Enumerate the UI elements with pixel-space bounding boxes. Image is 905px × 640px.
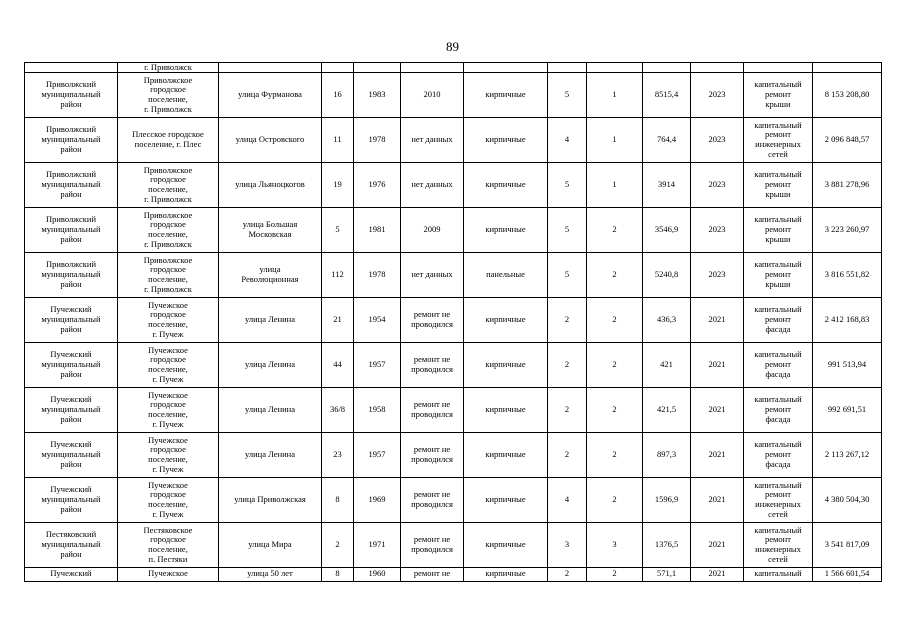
cell-area: 897,3 xyxy=(643,433,691,478)
cell-last-repair: нет данных xyxy=(401,253,464,298)
cell-wall-material: кирпичные xyxy=(464,478,548,523)
cell-entrances: 2 xyxy=(587,343,643,388)
cell-street: улица Ленина xyxy=(219,343,322,388)
cell-work-type: капитальный ремонт фасада xyxy=(744,298,813,343)
cell-house: 11 xyxy=(322,118,354,163)
cell-settlement: Пучежское городское поселение, г. Пучеж xyxy=(118,388,219,433)
cell-wall-material: кирпичные xyxy=(464,343,548,388)
cell-entrances: 2 xyxy=(587,568,643,582)
cell-settlement: Приволжское городское поселение, г. Приволжск xyxy=(118,253,219,298)
cell-entrances: 1 xyxy=(587,118,643,163)
cell-plan-year: 2023 xyxy=(691,163,744,208)
cell-wall-material: кирпичные xyxy=(464,298,548,343)
cell-street: улица Большая Московская xyxy=(219,208,322,253)
cell-cost: 3 881 278,96 xyxy=(813,163,882,208)
cell-year-built: 1958 xyxy=(354,388,401,433)
cell-last-repair: 2010 xyxy=(401,73,464,118)
cell-work-type: капитальный ремонт фасада xyxy=(744,388,813,433)
cell-house: 36/8 xyxy=(322,388,354,433)
cell-house: 21 xyxy=(322,298,354,343)
cell-district: Приволжский муниципальный район xyxy=(25,208,118,253)
cell-wall-material: кирпичные xyxy=(464,568,548,582)
cell-last-repair: ремонт не проводился xyxy=(401,478,464,523)
cell-area: 3546,9 xyxy=(643,208,691,253)
cell-work-type: капитальный xyxy=(744,568,813,582)
cell-floors: 5 xyxy=(548,73,587,118)
cell-work-type: капитальный ремонт фасада xyxy=(744,343,813,388)
cell-house: 8 xyxy=(322,478,354,523)
cell-wall-material: кирпичные xyxy=(464,208,548,253)
cell-cost: 991 513,94 xyxy=(813,343,882,388)
cell-floors: 4 xyxy=(548,478,587,523)
cell-last-repair: ремонт не проводился xyxy=(401,343,464,388)
cell-year-built: 1969 xyxy=(354,478,401,523)
cell-floors: 2 xyxy=(548,388,587,433)
cell-entrances: 2 xyxy=(587,298,643,343)
table-row xyxy=(25,208,882,253)
cell-house: 19 xyxy=(322,163,354,208)
cell-area: 5240,8 xyxy=(643,253,691,298)
cell-year-built: 1960 xyxy=(354,568,401,582)
cell-cost xyxy=(813,63,882,73)
cell-floors: 5 xyxy=(548,253,587,298)
cell-street: улица 50 лет xyxy=(219,568,322,582)
cell-area: 421,5 xyxy=(643,388,691,433)
cell-last-repair: нет данных xyxy=(401,118,464,163)
cell-work-type: капитальный ремонт инженерных сетей xyxy=(744,523,813,568)
cell-cost: 2 113 267,12 xyxy=(813,433,882,478)
cell-cost: 992 691,51 xyxy=(813,388,882,433)
cell-area: 436,3 xyxy=(643,298,691,343)
cell-plan-year: 2021 xyxy=(691,433,744,478)
cell-year-built: 1976 xyxy=(354,163,401,208)
cell-district: Пестяковский муниципальный район xyxy=(25,523,118,568)
table-row xyxy=(25,253,882,298)
cell-work-type: капитальный ремонт крыши xyxy=(744,208,813,253)
cell-street: улица Мира xyxy=(219,523,322,568)
cell-work-type: капитальный ремонт крыши xyxy=(744,163,813,208)
cell-settlement: Приволжское городское поселение, г. Приволжск xyxy=(118,73,219,118)
cell-area: 3914 xyxy=(643,163,691,208)
cell-floors: 2 xyxy=(548,298,587,343)
cell-house: 5 xyxy=(322,208,354,253)
cell-area: 571,1 xyxy=(643,568,691,582)
cell-floors xyxy=(548,63,587,73)
cell-street: улица Фурманова xyxy=(219,73,322,118)
cell-floors: 5 xyxy=(548,208,587,253)
cell-floors: 2 xyxy=(548,568,587,582)
cell-year-built xyxy=(354,63,401,73)
cell-work-type xyxy=(744,63,813,73)
cell-house: 23 xyxy=(322,433,354,478)
cell-floors: 5 xyxy=(548,163,587,208)
cell-cost: 3 223 260,97 xyxy=(813,208,882,253)
cell-district: Приволжский муниципальный район xyxy=(25,163,118,208)
cell-year-built: 1957 xyxy=(354,433,401,478)
cell-area xyxy=(643,63,691,73)
cell-entrances: 2 xyxy=(587,208,643,253)
table-row xyxy=(25,73,882,118)
cell-area: 421 xyxy=(643,343,691,388)
cell-settlement: г. Приволжск xyxy=(118,63,219,73)
table-row xyxy=(25,343,882,388)
cell-year-built: 1983 xyxy=(354,73,401,118)
table-row xyxy=(25,298,882,343)
cell-district: Пучежский муниципальный район xyxy=(25,478,118,523)
cell-street: улица Ленина xyxy=(219,298,322,343)
page-number: 89 xyxy=(446,39,459,54)
cell-house: 16 xyxy=(322,73,354,118)
repair-program-table xyxy=(24,62,882,582)
cell-work-type: капитальный ремонт инженерных сетей xyxy=(744,118,813,163)
cell-last-repair: ремонт не проводился xyxy=(401,388,464,433)
cell-entrances: 3 xyxy=(587,523,643,568)
cell-last-repair xyxy=(401,63,464,73)
cell-work-type: капитальный ремонт крыши xyxy=(744,73,813,118)
cell-cost: 2 412 168,83 xyxy=(813,298,882,343)
cell-street: улица Революционная xyxy=(219,253,322,298)
cell-plan-year: 2021 xyxy=(691,478,744,523)
cell-cost: 3 816 551,82 xyxy=(813,253,882,298)
cell-work-type: капитальный ремонт крыши xyxy=(744,253,813,298)
cell-wall-material: кирпичные xyxy=(464,523,548,568)
cell-settlement: Пучежское городское поселение, г. Пучеж xyxy=(118,298,219,343)
table-row xyxy=(25,523,882,568)
cell-district: Приволжский муниципальный район xyxy=(25,118,118,163)
cell-district xyxy=(25,63,118,73)
cell-year-built: 1954 xyxy=(354,298,401,343)
cell-street: улица Ленина xyxy=(219,388,322,433)
cell-district: Пучежский муниципальный район xyxy=(25,298,118,343)
cell-wall-material xyxy=(464,63,548,73)
cell-district: Приволжский муниципальный район xyxy=(25,253,118,298)
cell-house: 112 xyxy=(322,253,354,298)
cell-house: 8 xyxy=(322,568,354,582)
cell-last-repair: ремонт не проводился xyxy=(401,298,464,343)
cell-settlement: Пучежское xyxy=(118,568,219,582)
cell-street: улица Льяноцкогов xyxy=(219,163,322,208)
cell-entrances: 1 xyxy=(587,73,643,118)
cell-work-type: капитальный ремонт фасада xyxy=(744,433,813,478)
cell-last-repair: нет данных xyxy=(401,163,464,208)
cell-plan-year: 2023 xyxy=(691,208,744,253)
table-row xyxy=(25,118,882,163)
cell-area: 8515,4 xyxy=(643,73,691,118)
cell-plan-year: 2021 xyxy=(691,343,744,388)
cell-street xyxy=(219,63,322,73)
cell-district: Пучежский муниципальный район xyxy=(25,343,118,388)
cell-floors: 2 xyxy=(548,433,587,478)
cell-plan-year: 2021 xyxy=(691,523,744,568)
cell-floors: 2 xyxy=(548,343,587,388)
cell-entrances: 2 xyxy=(587,253,643,298)
cell-cost: 4 380 504,30 xyxy=(813,478,882,523)
cell-wall-material: кирпичные xyxy=(464,118,548,163)
cell-settlement: Плесское городское поселение, г. Плес xyxy=(118,118,219,163)
cell-floors: 3 xyxy=(548,523,587,568)
table-row xyxy=(25,163,882,208)
cell-wall-material: кирпичные xyxy=(464,73,548,118)
cell-floors: 4 xyxy=(548,118,587,163)
cell-cost: 8 153 208,80 xyxy=(813,73,882,118)
cell-plan-year: 2023 xyxy=(691,118,744,163)
cell-entrances: 1 xyxy=(587,163,643,208)
table-row-continued xyxy=(25,63,882,73)
cell-street: улица Приволжская xyxy=(219,478,322,523)
cell-settlement: Приволжское городское поселение, г. Приволжск xyxy=(118,163,219,208)
cell-entrances: 2 xyxy=(587,388,643,433)
cell-settlement: Пучежское городское поселение, г. Пучеж xyxy=(118,433,219,478)
cell-district: Пучежский муниципальный район xyxy=(25,433,118,478)
cell-work-type: капитальный ремонт инженерных сетей xyxy=(744,478,813,523)
cell-year-built: 1978 xyxy=(354,253,401,298)
cell-year-built: 1957 xyxy=(354,343,401,388)
cell-last-repair: ремонт не проводился xyxy=(401,523,464,568)
cell-last-repair: 2009 xyxy=(401,208,464,253)
cell-district: Пучежский муниципальный район xyxy=(25,388,118,433)
cell-plan-year: 2023 xyxy=(691,73,744,118)
cell-year-built: 1981 xyxy=(354,208,401,253)
cell-cost: 1 566 601,54 xyxy=(813,568,882,582)
cell-plan-year: 2021 xyxy=(691,388,744,433)
cell-district: Приволжский муниципальный район xyxy=(25,73,118,118)
cell-street: улица Ленина xyxy=(219,433,322,478)
cell-district: Пучежский xyxy=(25,568,118,582)
cell-year-built: 1971 xyxy=(354,523,401,568)
cell-house: 44 xyxy=(322,343,354,388)
cell-area: 1596,9 xyxy=(643,478,691,523)
cell-house xyxy=(322,63,354,73)
cell-wall-material: кирпичные xyxy=(464,388,548,433)
cell-settlement: Пучежское городское поселение, г. Пучеж xyxy=(118,343,219,388)
table-row xyxy=(25,433,882,478)
table-row xyxy=(25,388,882,433)
table-row-partial xyxy=(25,568,882,582)
cell-last-repair: ремонт не проводился xyxy=(401,433,464,478)
cell-wall-material: кирпичные xyxy=(464,163,548,208)
cell-last-repair: ремонт не xyxy=(401,568,464,582)
cell-plan-year xyxy=(691,63,744,73)
cell-street: улица Островского xyxy=(219,118,322,163)
cell-house: 2 xyxy=(322,523,354,568)
cell-entrances xyxy=(587,63,643,73)
cell-cost: 2 096 848,57 xyxy=(813,118,882,163)
cell-settlement: Приволжское городское поселение, г. Приволжск xyxy=(118,208,219,253)
cell-year-built: 1978 xyxy=(354,118,401,163)
table-row xyxy=(25,478,882,523)
cell-wall-material: панельные xyxy=(464,253,548,298)
cell-plan-year: 2023 xyxy=(691,253,744,298)
cell-plan-year: 2021 xyxy=(691,568,744,582)
cell-cost: 3 541 817,09 xyxy=(813,523,882,568)
cell-entrances: 2 xyxy=(587,433,643,478)
cell-entrances: 2 xyxy=(587,478,643,523)
cell-area: 1376,5 xyxy=(643,523,691,568)
cell-settlement: Пучежское городское поселение, г. Пучеж xyxy=(118,478,219,523)
cell-wall-material: кирпичные xyxy=(464,433,548,478)
cell-settlement: Пестяковское городское поселение, п. Пестяки xyxy=(118,523,219,568)
cell-plan-year: 2021 xyxy=(691,298,744,343)
cell-area: 764,4 xyxy=(643,118,691,163)
